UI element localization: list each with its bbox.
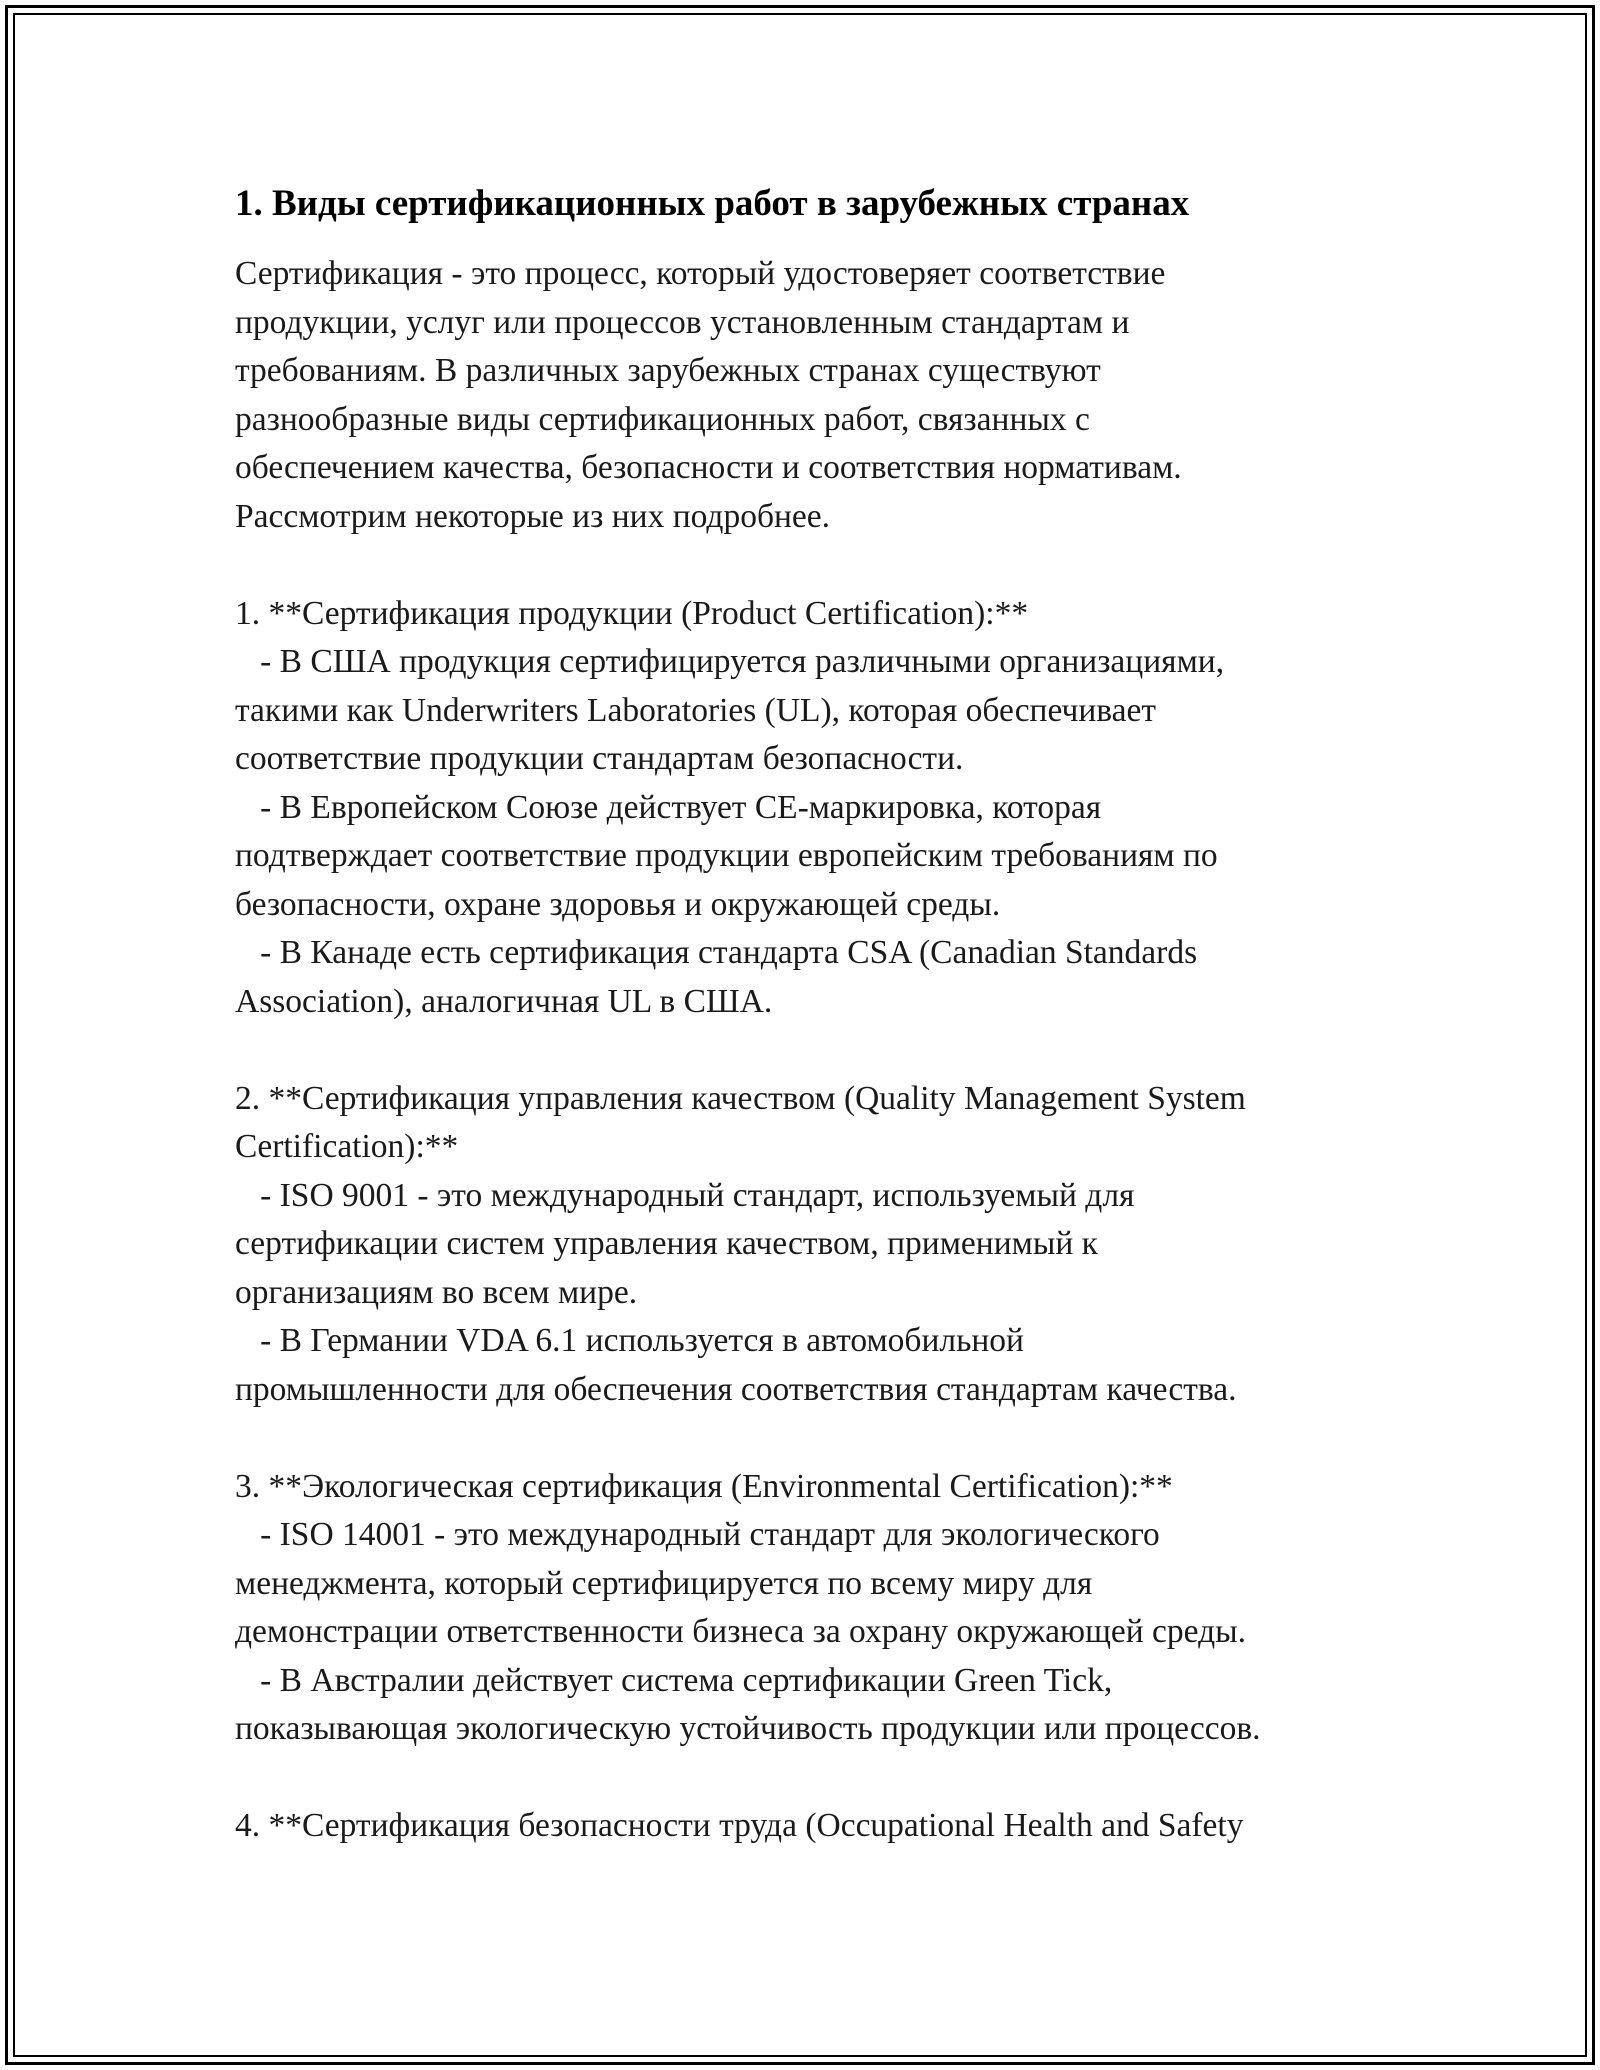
text-line: - В США продукция сертифицируется различными организациями,: [235, 643, 1225, 680]
section-heading: 4. **Сертификация безопасности труда (Occupational Health and Safety: [235, 1807, 1244, 1844]
section-heading: 1. **Сертификация продукции (Product Certification):**: [235, 594, 1029, 632]
intro-paragraph: [235, 250, 1395, 541]
text-line: продукции, услуг или процессов установленным стандартам и: [235, 303, 1130, 341]
text-line: показывающая экологическую устойчивость продукции или процессов.: [235, 1710, 1261, 1747]
text-line: Association), аналогичная UL в США.: [235, 982, 773, 1020]
text-line: разнообразные виды сертификационных работ, связанных с: [235, 400, 1090, 438]
text-line: требованиям. В различных зарубежных странах существуют: [235, 352, 1101, 389]
text-line: Certification):**: [235, 1128, 459, 1165]
section-occupational-safety: [235, 1802, 1395, 1851]
section-quality-management: [235, 1075, 1395, 1415]
text-line: Сертификация - это процесс, который удостоверяет соответствие: [235, 255, 1166, 292]
section-product-certification: [235, 590, 1395, 1027]
text-line: - ISO 9001 - это международный стандарт, используемый для: [235, 1176, 1135, 1214]
paragraph-spacer: [235, 541, 1395, 590]
text-line: - ISO 14001 - это международный стандарт для экологического: [235, 1516, 1160, 1553]
text-line: безопасности, охране здоровья и окружающей среды.: [235, 885, 1001, 923]
text-line: соответствие продукции стандартам безопасности.: [235, 740, 964, 777]
text-line: - В Канаде есть сертификация стандарта CSA (Canadian Standards: [235, 934, 1198, 971]
page-title: 1. Виды сертификационных работ в зарубежных странах: [235, 183, 1190, 224]
section-heading: 2. **Сертификация управления качеством (Quality Management System: [235, 1079, 1246, 1117]
text-line: подтверждает соответствие продукции европейским требованиям по: [235, 837, 1218, 874]
text-line: менеджмента, который сертифицируется по всему миру для: [235, 1564, 1093, 1602]
text-line: Рассмотрим некоторые из них подробнее.: [235, 497, 831, 535]
text-line: такими как Underwriters Laboratories (UL), которая обеспечивает: [235, 691, 1157, 729]
document-body: [235, 180, 1395, 1851]
section-environmental: [235, 1463, 1395, 1754]
text-line: организациям во всем мире.: [235, 1273, 638, 1311]
text-line: промышленности для обеспечения соответствия стандартам качества.: [235, 1370, 1237, 1408]
paragraph-spacer: [235, 1414, 1395, 1463]
text-line: демонстрации ответственности бизнеса за охрану окружающей среды.: [235, 1613, 1247, 1650]
text-line: сертификации систем управления качеством, применимый к: [235, 1225, 1098, 1262]
section-heading: 3. **Экологическая сертификация (Environmental Certification):**: [235, 1467, 1173, 1505]
paragraph-spacer: [235, 1754, 1395, 1803]
text-line: обеспечением качества, безопасности и соответствия нормативам.: [235, 449, 1182, 486]
text-line: - В Германии VDA 6.1 используется в автомобильной: [235, 1322, 1024, 1359]
text-line: - В Австралии действует система сертификации Green Tick,: [235, 1661, 1113, 1699]
paragraph-spacer: [235, 1026, 1395, 1075]
text-line: - В Европейском Союзе действует CE-маркировка, которая: [235, 788, 1102, 826]
